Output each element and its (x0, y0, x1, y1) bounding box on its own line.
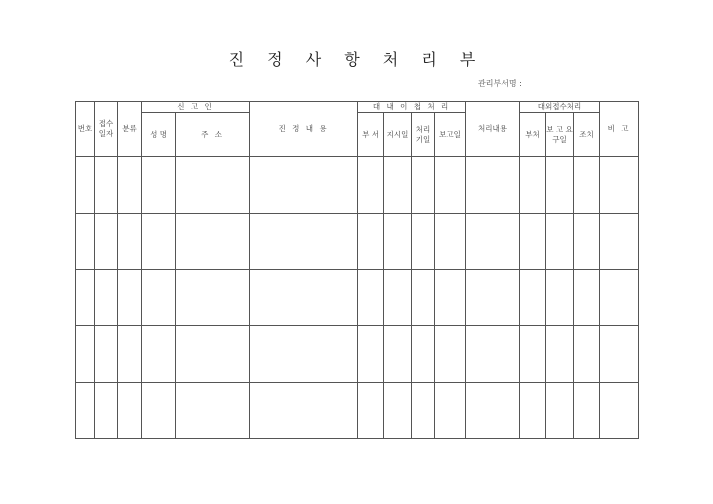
header-row-top (76, 102, 639, 113)
page-title: 진 정 사 항 처 리 부 (228, 50, 485, 69)
header-external-group: 대외접수처리 (520, 102, 600, 113)
table-row (76, 157, 639, 213)
header-petition-content: 진 정 내 용 (250, 102, 358, 157)
managing-department-label: 관리부서명 : (478, 79, 522, 88)
header-process-content: 처리내용 (466, 102, 520, 157)
header-reporter-name: 성 명 (142, 113, 176, 157)
header-reporter-group: 신 고 인 (142, 102, 250, 113)
header-internal-transfer-group: 대 내 이 첩 처 리 (358, 102, 466, 113)
table-row (76, 382, 639, 438)
header-instruct-date: 지시일 (384, 113, 412, 157)
header-deadline: 처리 기일 (412, 113, 435, 157)
header-row-sub (76, 113, 639, 157)
table-row (76, 213, 639, 269)
header-dept: 부 서 (358, 113, 384, 157)
header-receipt-date: 접수 일자 (95, 102, 118, 157)
table-row (76, 270, 639, 326)
header-reporter-address: 주 소 (176, 113, 250, 157)
header-action: 조치 (574, 113, 600, 157)
header-ministry: 부처 (520, 113, 546, 157)
header-no: 번호 (76, 102, 95, 157)
header-remarks: 비 고 (600, 102, 639, 157)
header-report-date: 보고일 (435, 113, 466, 157)
petition-register-table (75, 101, 639, 439)
table-row (76, 326, 639, 382)
header-category: 분류 (118, 102, 142, 157)
header-report-request-date: 보 고 요구일 (546, 113, 574, 157)
